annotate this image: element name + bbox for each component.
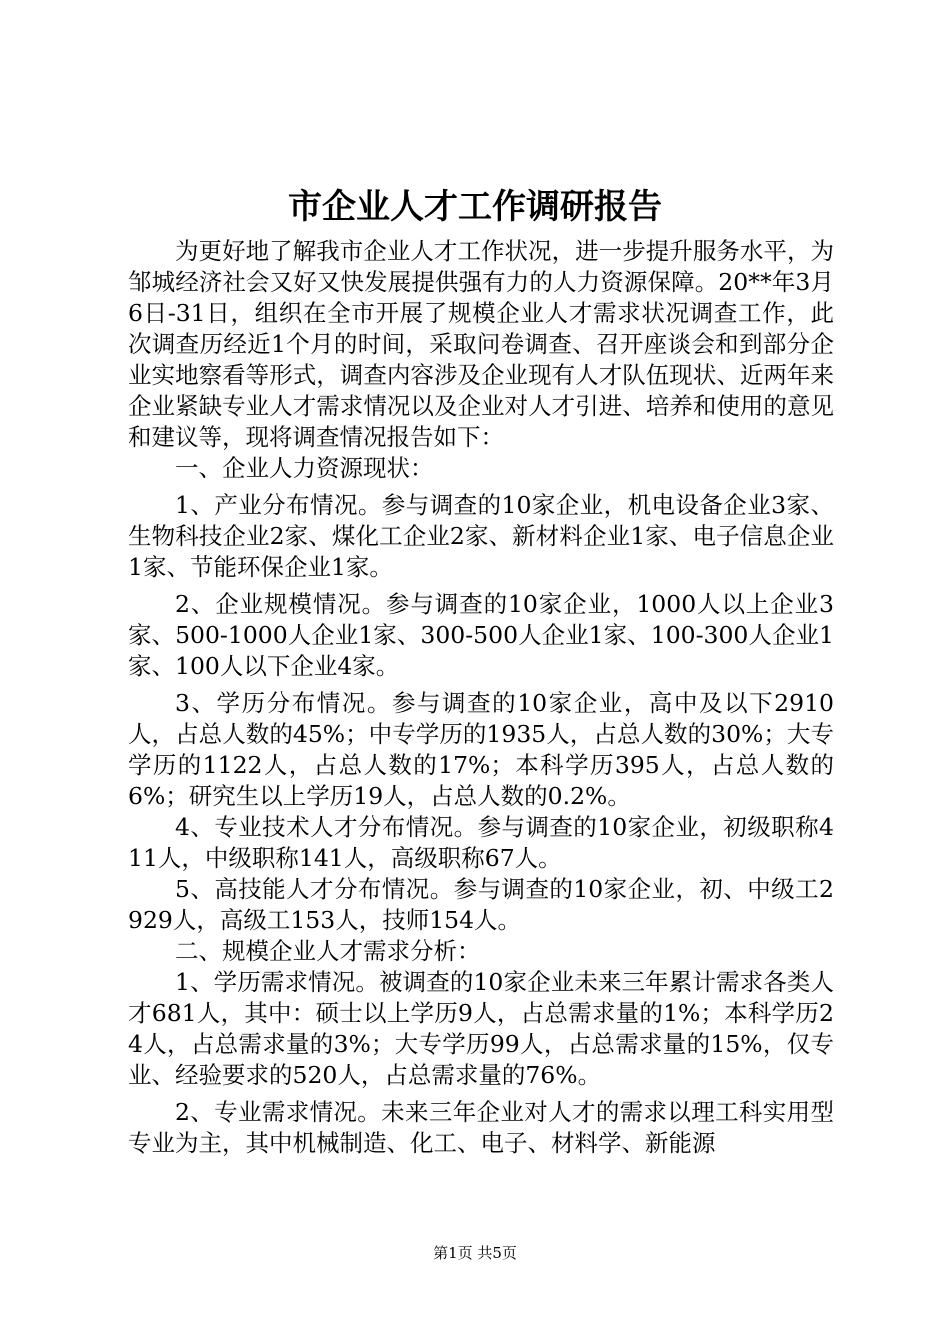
section-heading-1: 一、企业人力资源现状： [175, 454, 434, 482]
paragraph-technical-talent: 4、专业技术人才分布情况。参与调查的10家企业，初级职称411人，中级职称141人，高级职称67人。 [128, 813, 834, 872]
paragraph-major-demand: 2、专业需求情况。未来三年企业对人才的需求以理工科实用型专业为主，其中机械制造、化工、电子、材料学、新能源 [128, 1098, 834, 1157]
paragraph-education-distribution: 3、学历分布情况。参与调查的10家企业，高中及以下2910人，占总人数的45%；中专学历的1935人，占总人数的30%；大专学历的1122人，占总人数的17%；本科学历395人，占总人数的6%；研究生以上学历19人，占总人数的0.2%。 [128, 689, 834, 810]
intro-paragraph: 为更好地了解我市企业人才工作状况，进一步提升服务水平，为邹城经济社会又好又快发展提供强有力的人力资源保障。20**年3月6日-31日，组织在全市开展了规模企业人才需求状况调查工作，此次调查历经近1个月的时间，采取问卷调查、召开座谈会和到部分企业实地察看等形式，调查内容涉及企业现有人才队伍现状、近两年来企业紧缺专业人才需求情况以及企业对人才引进、培养和使用的意见和建议等，现将调查情况报告如下： [128, 237, 834, 451]
document-title: 市企业人才工作调研报告 [288, 187, 662, 227]
section-heading-2: 二、规模企业人才需求分析： [175, 937, 481, 965]
document-body [128, 236, 834, 1159]
paragraph-skilled-talent: 5、高技能人才分布情况。参与调查的10家企业，初、中级工2929人，高级工153人，技师154人。 [128, 875, 834, 934]
paragraph-enterprise-scale: 2、企业规模情况。参与调查的10家企业，1000人以上企业3家、500-1000人企业1家、300-500人企业1家、100-300人企业1家、100人以下企业4家。 [128, 590, 834, 680]
paragraph-industry-distribution: 1、产业分布情况。参与调查的10家企业，机电设备企业3家、生物科技企业2家、煤化工企业2家、新材料企业1家、电子信息企业1家、节能环保企业1家。 [128, 491, 834, 581]
paragraph-education-demand: 1、学历需求情况。被调查的10家企业未来三年累计需求各类人才681人，其中：硕士以上学历9人，占总需求量的1%；本科学历24人，占总需求量的3%；大专学历99人，占总需求量的15%，仅专业、经验要求的520人，占总需求量的76%。 [128, 968, 834, 1089]
page-footer: 第1页 共5页 [433, 1244, 517, 1262]
